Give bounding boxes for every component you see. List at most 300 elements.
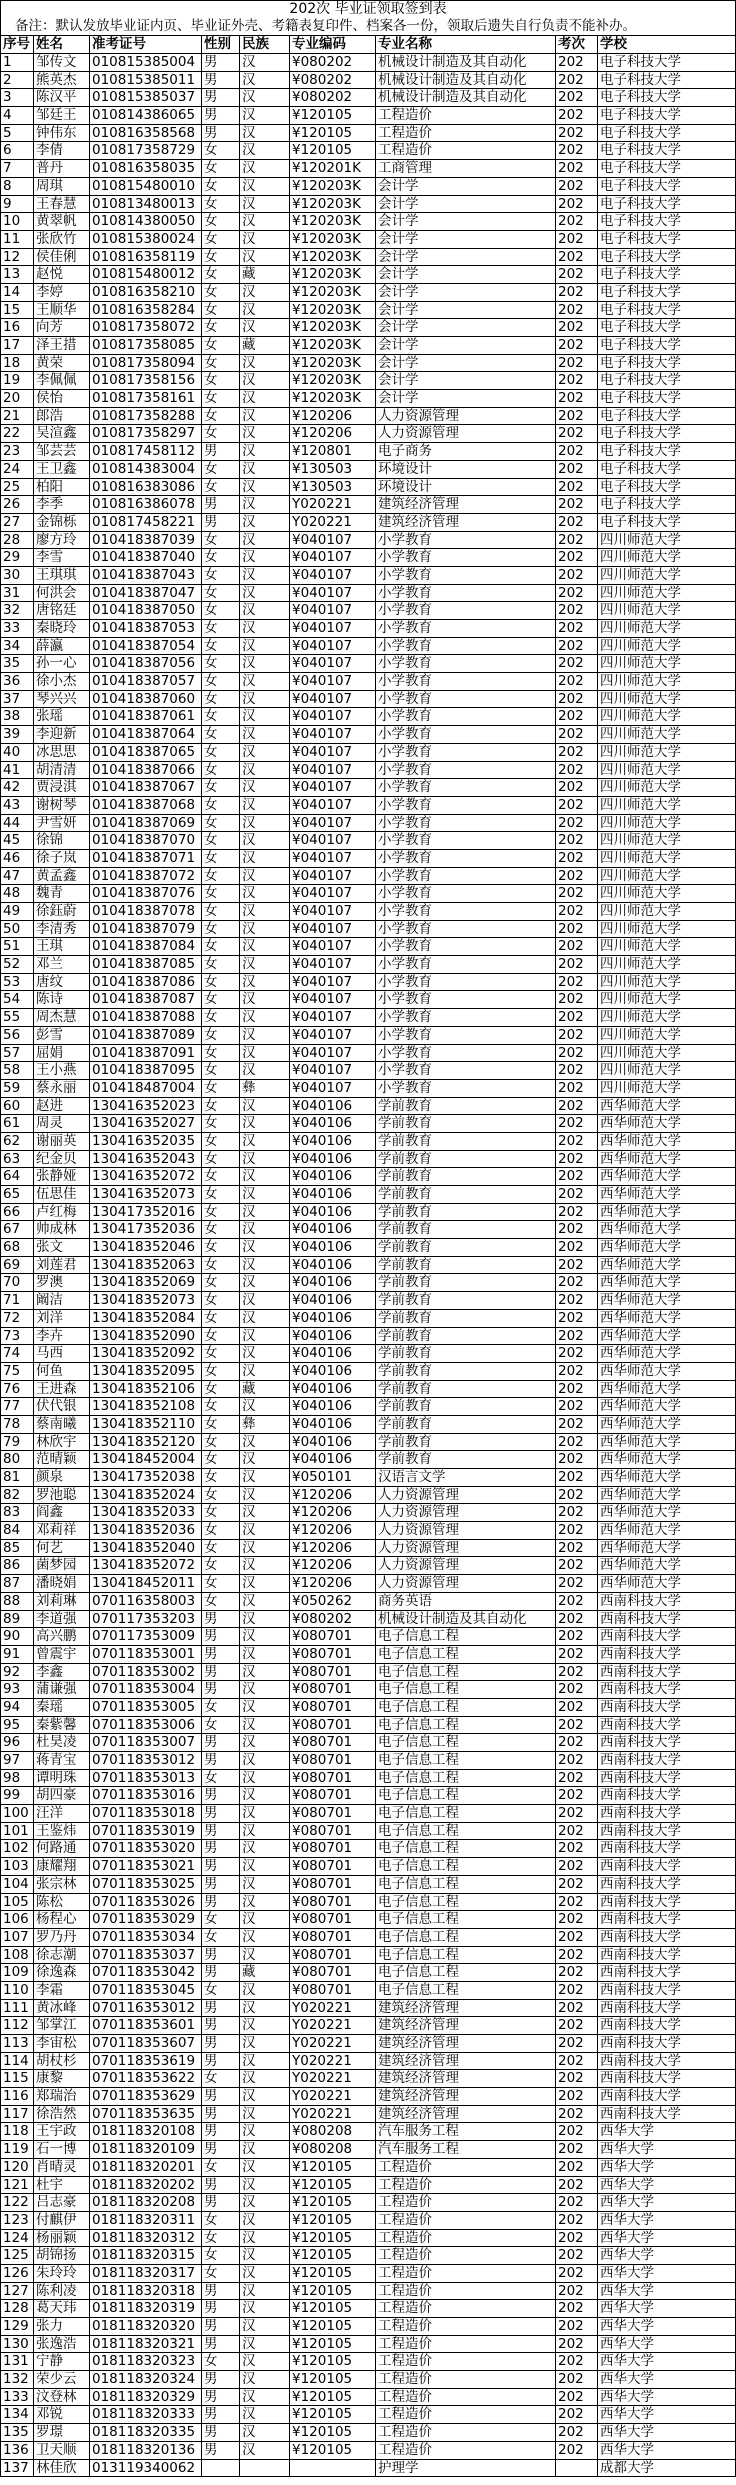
cell-name: 康耀翔 bbox=[34, 1858, 90, 1875]
cell-ethnicity: 汉 bbox=[240, 2247, 290, 2264]
cell-ethnicity: 汉 bbox=[240, 302, 290, 319]
cell-exam-session: 202 bbox=[556, 2106, 598, 2123]
cell-ethnicity: 汉 bbox=[240, 2389, 290, 2406]
cell-exam-id: 010815480012 bbox=[90, 266, 202, 283]
cell-name: 徐逸森 bbox=[34, 1964, 90, 1981]
cell-seq: 94 bbox=[0, 1699, 34, 1716]
cell-major-code: Y020221 bbox=[290, 496, 376, 513]
cell-major-name: 电子信息工程 bbox=[376, 1894, 556, 1911]
cell-school: 西南科技大学 bbox=[598, 1593, 736, 1610]
cell-school: 西华大学 bbox=[598, 2141, 736, 2158]
cell-name: 秦紫馨 bbox=[34, 1717, 90, 1734]
cell-gender: 男 bbox=[202, 89, 240, 106]
cell-gender: 女 bbox=[202, 885, 240, 902]
cell-name: 金锦栎 bbox=[34, 514, 90, 531]
cell-seq: 84 bbox=[0, 1522, 34, 1539]
cell-name: 廖方玲 bbox=[34, 532, 90, 549]
cell-ethnicity: 汉 bbox=[240, 638, 290, 655]
table-row bbox=[0, 1752, 736, 1770]
cell-gender: 男 bbox=[202, 72, 240, 89]
cell-school: 四川师范大学 bbox=[598, 1062, 736, 1079]
table-row bbox=[0, 1239, 736, 1257]
table-row bbox=[0, 1204, 736, 1222]
table-row bbox=[0, 1982, 736, 2000]
cell-seq: 123 bbox=[0, 2212, 34, 2229]
cell-seq: 76 bbox=[0, 1381, 34, 1398]
table-row bbox=[0, 2212, 736, 2230]
cell-ethnicity: 汉 bbox=[240, 691, 290, 708]
cell-exam-session bbox=[556, 2460, 598, 2477]
cell-ethnicity: 汉 bbox=[240, 1628, 290, 1645]
cell-exam-id: 010817458221 bbox=[90, 514, 202, 531]
cell-exam-id: 130418352084 bbox=[90, 1310, 202, 1327]
cell-gender: 女 bbox=[202, 178, 240, 195]
cell-gender: 女 bbox=[202, 1593, 240, 1610]
cell-seq: 87 bbox=[0, 1575, 34, 1592]
cell-gender: 女 bbox=[202, 2159, 240, 2176]
cell-seq: 22 bbox=[0, 425, 34, 442]
cell-gender: 男 bbox=[202, 1964, 240, 1981]
cell-ethnicity: 汉 bbox=[240, 921, 290, 938]
cell-school: 电子科技大学 bbox=[598, 372, 736, 389]
cell-major-name: 会计学 bbox=[376, 390, 556, 407]
cell-major-name: 学前教育 bbox=[376, 1292, 556, 1309]
cell-major-name: 工程造价 bbox=[376, 2300, 556, 2317]
cell-exam-session: 202 bbox=[556, 1345, 598, 1362]
cell-school: 西华师范大学 bbox=[598, 1310, 736, 1327]
cell-seq: 127 bbox=[0, 2283, 34, 2300]
cell-name: 邹掌江 bbox=[34, 2017, 90, 2034]
cell-ethnicity: 汉 bbox=[240, 850, 290, 867]
cell-major-name: 小学教育 bbox=[376, 938, 556, 955]
cell-exam-session: 202 bbox=[556, 956, 598, 973]
cell-gender: 女 bbox=[202, 691, 240, 708]
table-row bbox=[0, 832, 736, 850]
cell-exam-id: 070117353203 bbox=[90, 1611, 202, 1628]
cell-exam-session: 202 bbox=[556, 1009, 598, 1026]
table-row bbox=[0, 443, 736, 461]
table-row bbox=[0, 2159, 736, 2177]
cell-major-name: 电子信息工程 bbox=[376, 1964, 556, 1981]
cell-name: 彭雪 bbox=[34, 1027, 90, 1044]
cell-major-code: ¥120203K bbox=[290, 319, 376, 336]
cell-major-code: ¥120206 bbox=[290, 1504, 376, 1521]
cell-exam-session: 202 bbox=[556, 1451, 598, 1468]
cell-major-name: 人力资源管理 bbox=[376, 1540, 556, 1557]
cell-major-code: ¥120105 bbox=[290, 2318, 376, 2335]
cell-gender: 男 bbox=[202, 443, 240, 460]
cell-major-code: ¥120105 bbox=[290, 2336, 376, 2353]
cell-name: 荣少云 bbox=[34, 2371, 90, 2388]
cell-ethnicity: 汉 bbox=[240, 991, 290, 1008]
cell-name: 徐鈺蔚 bbox=[34, 903, 90, 920]
cell-major-code: Y020221 bbox=[290, 2088, 376, 2105]
cell-major-code: ¥080701 bbox=[290, 1770, 376, 1787]
cell-major-code: ¥040107 bbox=[290, 1045, 376, 1062]
cell-gender: 女 bbox=[202, 1540, 240, 1557]
cell-school: 西华师范大学 bbox=[598, 1274, 736, 1291]
cell-seq: 58 bbox=[0, 1062, 34, 1079]
cell-major-name: 小学教育 bbox=[376, 1027, 556, 1044]
table-row bbox=[0, 372, 736, 390]
cell-gender: 女 bbox=[202, 567, 240, 584]
cell-ethnicity: 汉 bbox=[240, 1027, 290, 1044]
cell-exam-session: 202 bbox=[556, 655, 598, 672]
cell-ethnicity: 汉 bbox=[240, 89, 290, 106]
table-row bbox=[0, 1080, 736, 1098]
cell-school: 西南科技大学 bbox=[598, 2106, 736, 2123]
table-row bbox=[0, 2000, 736, 2018]
cell-exam-id: 010418387069 bbox=[90, 815, 202, 832]
cell-seq: 111 bbox=[0, 2000, 34, 2017]
cell-major-name: 电子信息工程 bbox=[376, 1664, 556, 1681]
cell-name: 郑瑞治 bbox=[34, 2088, 90, 2105]
cell-major-name: 小学教育 bbox=[376, 638, 556, 655]
table-row bbox=[0, 1823, 736, 1841]
cell-exam-session: 202 bbox=[556, 2336, 598, 2353]
cell-major-name: 学前教育 bbox=[376, 1345, 556, 1362]
cell-exam-session: 202 bbox=[556, 514, 598, 531]
cell-gender: 女 bbox=[202, 1328, 240, 1345]
cell-exam-session: 202 bbox=[556, 408, 598, 425]
cell-exam-session: 202 bbox=[556, 1699, 598, 1716]
table-row bbox=[0, 1310, 736, 1328]
cell-name: 黄翠帆 bbox=[34, 213, 90, 230]
cell-gender: 男 bbox=[202, 2035, 240, 2052]
cell-major-code: ¥080202 bbox=[290, 1611, 376, 1628]
table-row bbox=[0, 1398, 736, 1416]
table-row bbox=[0, 2247, 736, 2265]
cell-ethnicity: 汉 bbox=[240, 2177, 290, 2194]
cell-major-name: 小学教育 bbox=[376, 620, 556, 637]
cell-exam-id: 070118353601 bbox=[90, 2017, 202, 2034]
cell-name: 谭明珠 bbox=[34, 1770, 90, 1787]
cell-exam-id: 018118320201 bbox=[90, 2159, 202, 2176]
cell-exam-id: 010418387068 bbox=[90, 797, 202, 814]
cell-gender: 女 bbox=[202, 408, 240, 425]
cell-major-name: 工程造价 bbox=[376, 2389, 556, 2406]
cell-ethnicity: 汉 bbox=[240, 2000, 290, 2017]
cell-exam-session: 202 bbox=[556, 1292, 598, 1309]
table-row bbox=[0, 2194, 736, 2212]
cell-school: 西南科技大学 bbox=[598, 1681, 736, 1698]
cell-school: 西华师范大学 bbox=[598, 1292, 736, 1309]
cell-school: 四川师范大学 bbox=[598, 602, 736, 619]
cell-name: 徐志潮 bbox=[34, 1947, 90, 1964]
cell-seq: 97 bbox=[0, 1752, 34, 1769]
cell-gender: 女 bbox=[202, 921, 240, 938]
cell-major-code: ¥040106 bbox=[290, 1451, 376, 1468]
cell-major-code: ¥040106 bbox=[290, 1398, 376, 1415]
cell-major-name: 电子信息工程 bbox=[376, 1876, 556, 1893]
cell-exam-id: 070116353012 bbox=[90, 2000, 202, 2017]
table-row bbox=[0, 2460, 736, 2478]
cell-major-name: 机械设计制造及其自动化 bbox=[376, 54, 556, 71]
cell-exam-session: 202 bbox=[556, 602, 598, 619]
cell-exam-id: 010418387076 bbox=[90, 885, 202, 902]
cell-name: 李霜 bbox=[34, 1982, 90, 1999]
table-row bbox=[0, 1646, 736, 1664]
cell-ethnicity: 汉 bbox=[240, 762, 290, 779]
cell-ethnicity: 汉 bbox=[240, 585, 290, 602]
cell-exam-id: 070118353026 bbox=[90, 1894, 202, 1911]
cell-exam-session: 202 bbox=[556, 744, 598, 761]
cell-ethnicity: 汉 bbox=[240, 1611, 290, 1628]
cell-major-name: 会计学 bbox=[376, 337, 556, 354]
cell-exam-session: 202 bbox=[556, 2389, 598, 2406]
cell-major-name: 小学教育 bbox=[376, 921, 556, 938]
cell-ethnicity: 藏 bbox=[240, 1381, 290, 1398]
cell-gender: 女 bbox=[202, 461, 240, 478]
cell-seq: 83 bbox=[0, 1504, 34, 1521]
cell-exam-session: 202 bbox=[556, 496, 598, 513]
cell-gender: 女 bbox=[202, 1381, 240, 1398]
cell-gender: 男 bbox=[202, 2389, 240, 2406]
cell-ethnicity: 汉 bbox=[240, 284, 290, 301]
cell-exam-session: 202 bbox=[556, 1805, 598, 1822]
cell-exam-session: 202 bbox=[556, 2017, 598, 2034]
cell-ethnicity: 汉 bbox=[240, 1469, 290, 1486]
cell-ethnicity: 汉 bbox=[240, 2442, 290, 2459]
table-row bbox=[0, 1876, 736, 1894]
cell-seq: 78 bbox=[0, 1416, 34, 1433]
cell-name: 林佳欣 bbox=[34, 2460, 90, 2477]
cell-gender: 男 bbox=[202, 125, 240, 142]
cell-major-name: 人力资源管理 bbox=[376, 425, 556, 442]
cell-school: 西华师范大学 bbox=[598, 1168, 736, 1185]
cell-exam-session: 202 bbox=[556, 355, 598, 372]
cell-seq: 137 bbox=[0, 2460, 34, 2477]
cell-name: 李倩 bbox=[34, 142, 90, 159]
cell-exam-session: 202 bbox=[556, 2424, 598, 2441]
table-row bbox=[0, 2177, 736, 2195]
cell-school: 西南科技大学 bbox=[598, 1858, 736, 1875]
cell-ethnicity: 汉 bbox=[240, 549, 290, 566]
cell-gender: 女 bbox=[202, 1416, 240, 1433]
cell-school: 电子科技大学 bbox=[598, 390, 736, 407]
cell-seq: 6 bbox=[0, 142, 34, 159]
cell-seq: 80 bbox=[0, 1451, 34, 1468]
cell-gender: 女 bbox=[202, 1257, 240, 1274]
cell-school: 四川师范大学 bbox=[598, 850, 736, 867]
cell-gender: 男 bbox=[202, 1752, 240, 1769]
table-row bbox=[0, 1664, 736, 1682]
cell-exam-session: 202 bbox=[556, 1186, 598, 1203]
cell-major-name: 电子信息工程 bbox=[376, 1770, 556, 1787]
cell-ethnicity: 汉 bbox=[240, 1699, 290, 1716]
table-row bbox=[0, 160, 736, 178]
cell-seq: 18 bbox=[0, 355, 34, 372]
cell-ethnicity: 汉 bbox=[240, 726, 290, 743]
cell-exam-session: 202 bbox=[556, 1929, 598, 1946]
table-row bbox=[0, 2035, 736, 2053]
cell-major-code: ¥040107 bbox=[290, 638, 376, 655]
cell-seq: 11 bbox=[0, 231, 34, 248]
cell-seq: 70 bbox=[0, 1274, 34, 1291]
cell-exam-session: 202 bbox=[556, 372, 598, 389]
cell-school: 电子科技大学 bbox=[598, 514, 736, 531]
cell-gender: 女 bbox=[202, 2212, 240, 2229]
cell-school: 电子科技大学 bbox=[598, 125, 736, 142]
cell-exam-session: 202 bbox=[556, 2123, 598, 2140]
cell-exam-session: 202 bbox=[556, 1734, 598, 1751]
cell-ethnicity: 汉 bbox=[240, 213, 290, 230]
cell-seq: 62 bbox=[0, 1133, 34, 1150]
cell-name: 王春慧 bbox=[34, 196, 90, 213]
cell-name: 蔡永丽 bbox=[34, 1080, 90, 1097]
cell-school: 四川师范大学 bbox=[598, 1045, 736, 1062]
cell-name: 王鉴炜 bbox=[34, 1823, 90, 1840]
cell-major-code: ¥120105 bbox=[290, 2159, 376, 2176]
cell-name: 柏阳 bbox=[34, 479, 90, 496]
table-row bbox=[0, 1911, 736, 1929]
cell-seq: 47 bbox=[0, 868, 34, 885]
cell-name: 刘莉琳 bbox=[34, 1593, 90, 1610]
cell-school: 西华师范大学 bbox=[598, 1487, 736, 1504]
cell-school: 西华师范大学 bbox=[598, 1151, 736, 1168]
table-row bbox=[0, 585, 736, 603]
table-row bbox=[0, 2283, 736, 2301]
cell-exam-session: 202 bbox=[556, 991, 598, 1008]
cell-exam-id: 010418387085 bbox=[90, 956, 202, 973]
cell-exam-session: 202 bbox=[556, 2070, 598, 2087]
cell-ethnicity: 汉 bbox=[240, 1504, 290, 1521]
cell-exam-id: 130417352036 bbox=[90, 1221, 202, 1238]
cell-school: 四川师范大学 bbox=[598, 1009, 736, 1026]
cell-major-code: ¥120203K bbox=[290, 284, 376, 301]
table-row bbox=[0, 496, 736, 514]
cell-ethnicity: 汉 bbox=[240, 2088, 290, 2105]
table-row bbox=[0, 1628, 736, 1646]
cell-name: 侯佳俐 bbox=[34, 249, 90, 266]
cell-seq: 130 bbox=[0, 2336, 34, 2353]
cell-name: 唐铭廷 bbox=[34, 602, 90, 619]
cell-major-name: 小学教育 bbox=[376, 532, 556, 549]
column-header-exam-id: 准考证号 bbox=[90, 36, 202, 53]
cell-seq: 12 bbox=[0, 249, 34, 266]
cell-name: 贾浸淇 bbox=[34, 779, 90, 796]
cell-gender: 男 bbox=[202, 1787, 240, 1804]
table-row bbox=[0, 54, 736, 72]
cell-exam-session: 202 bbox=[556, 691, 598, 708]
cell-name: 熊英杰 bbox=[34, 72, 90, 89]
cell-ethnicity: 汉 bbox=[240, 832, 290, 849]
cell-major-code: ¥120105 bbox=[290, 142, 376, 159]
cell-ethnicity: 汉 bbox=[240, 1646, 290, 1663]
cell-major-name: 小学教育 bbox=[376, 779, 556, 796]
cell-ethnicity: 汉 bbox=[240, 2123, 290, 2140]
cell-major-code: Y020221 bbox=[290, 2035, 376, 2052]
cell-major-name: 电子信息工程 bbox=[376, 1734, 556, 1751]
cell-ethnicity: 汉 bbox=[240, 1009, 290, 1026]
cell-exam-id: 010418387040 bbox=[90, 549, 202, 566]
cell-exam-session: 202 bbox=[556, 1151, 598, 1168]
cell-ethnicity: 汉 bbox=[240, 1168, 290, 1185]
cell-exam-id: 010816358210 bbox=[90, 284, 202, 301]
cell-name: 邓莉祥 bbox=[34, 1522, 90, 1539]
cell-gender: 女 bbox=[202, 355, 240, 372]
cell-major-code: Y020221 bbox=[290, 2070, 376, 2087]
cell-major-name: 小学教育 bbox=[376, 762, 556, 779]
cell-major-name: 学前教育 bbox=[376, 1381, 556, 1398]
cell-major-name: 学前教育 bbox=[376, 1363, 556, 1380]
cell-major-code: ¥040106 bbox=[290, 1098, 376, 1115]
cell-exam-session: 202 bbox=[556, 1540, 598, 1557]
cell-exam-session: 202 bbox=[556, 479, 598, 496]
cell-seq: 59 bbox=[0, 1080, 34, 1097]
cell-exam-session: 202 bbox=[556, 1894, 598, 1911]
table-row bbox=[0, 1257, 736, 1275]
cell-gender: 男 bbox=[202, 1805, 240, 1822]
cell-major-name: 建筑经济管理 bbox=[376, 2088, 556, 2105]
cell-ethnicity: 汉 bbox=[240, 956, 290, 973]
cell-name: 王琪 bbox=[34, 938, 90, 955]
cell-gender: 女 bbox=[202, 284, 240, 301]
cell-exam-session: 202 bbox=[556, 390, 598, 407]
cell-school: 西华大学 bbox=[598, 2353, 736, 2370]
cell-gender: 女 bbox=[202, 532, 240, 549]
cell-school: 电子科技大学 bbox=[598, 496, 736, 513]
cell-exam-session: 202 bbox=[556, 2194, 598, 2211]
cell-name: 李清秀 bbox=[34, 921, 90, 938]
cell-major-name: 学前教育 bbox=[376, 1151, 556, 1168]
cell-major-name: 工程造价 bbox=[376, 107, 556, 124]
cell-seq: 75 bbox=[0, 1363, 34, 1380]
cell-seq: 52 bbox=[0, 956, 34, 973]
cell-school: 西南科技大学 bbox=[598, 1947, 736, 1964]
cell-major-code: ¥080701 bbox=[290, 1876, 376, 1893]
cell-major-code: ¥080701 bbox=[290, 1664, 376, 1681]
cell-seq: 49 bbox=[0, 903, 34, 920]
cell-name: 周杰慧 bbox=[34, 1009, 90, 1026]
cell-exam-id: 070117353009 bbox=[90, 1628, 202, 1645]
cell-major-code: ¥040106 bbox=[290, 1345, 376, 1362]
cell-ethnicity: 汉 bbox=[240, 903, 290, 920]
cell-seq: 43 bbox=[0, 797, 34, 814]
cell-exam-session: 202 bbox=[556, 231, 598, 248]
cell-gender: 女 bbox=[202, 319, 240, 336]
cell-major-name: 小学教育 bbox=[376, 815, 556, 832]
cell-seq: 89 bbox=[0, 1611, 34, 1628]
cell-school: 电子科技大学 bbox=[598, 266, 736, 283]
cell-exam-id: 130418352036 bbox=[90, 1522, 202, 1539]
cell-exam-session: 202 bbox=[556, 1858, 598, 1875]
cell-ethnicity: 汉 bbox=[240, 1257, 290, 1274]
cell-gender: 男 bbox=[202, 514, 240, 531]
cell-major-code: ¥040107 bbox=[290, 1062, 376, 1079]
cell-major-code: ¥080208 bbox=[290, 2141, 376, 2158]
cell-school: 西华师范大学 bbox=[598, 1239, 736, 1256]
cell-exam-session: 202 bbox=[556, 1717, 598, 1734]
cell-exam-id: 130418352090 bbox=[90, 1328, 202, 1345]
cell-exam-id: 010813480013 bbox=[90, 196, 202, 213]
cell-school: 西南科技大学 bbox=[598, 1664, 736, 1681]
cell-major-name: 学前教育 bbox=[376, 1398, 556, 1415]
cell-exam-id: 070118353005 bbox=[90, 1699, 202, 1716]
cell-exam-id: 070118353016 bbox=[90, 1787, 202, 1804]
cell-major-name: 工程造价 bbox=[376, 142, 556, 159]
cell-ethnicity: 汉 bbox=[240, 1858, 290, 1875]
cell-major-name: 小学教育 bbox=[376, 903, 556, 920]
cell-exam-id: 010418387057 bbox=[90, 673, 202, 690]
cell-seq: 4 bbox=[0, 107, 34, 124]
cell-exam-session: 202 bbox=[556, 567, 598, 584]
cell-ethnicity: 汉 bbox=[240, 461, 290, 478]
cell-exam-id: 018118320318 bbox=[90, 2283, 202, 2300]
cell-ethnicity: 汉 bbox=[240, 1681, 290, 1698]
cell-major-code: ¥040106 bbox=[290, 1151, 376, 1168]
cell-exam-session: 202 bbox=[556, 2053, 598, 2070]
